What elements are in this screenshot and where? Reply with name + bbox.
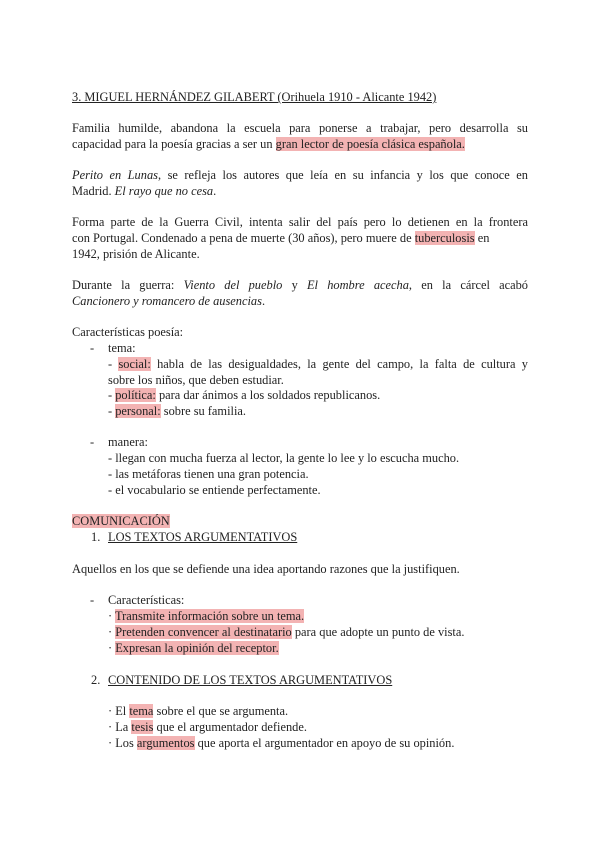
text: , se refleja los autores que leía en su infancia y los que conoce en [157, 168, 528, 182]
text: para que adopte un punto de vista. [291, 625, 465, 639]
text: . [261, 294, 266, 308]
highlight: social: [118, 357, 151, 371]
item-1-title: LOS TEXTOS ARGUMENTATIVOS [108, 530, 298, 544]
book-title: El rayo que no cesa [114, 184, 214, 198]
text: - [108, 388, 116, 402]
highlight: tuberculosis [414, 231, 475, 245]
paragraph-2-line-1 [72, 167, 528, 183]
characteristic-1 [108, 608, 304, 624]
highlight: tesis [131, 720, 154, 734]
paragraph-4-line-2 [72, 293, 265, 309]
book-title: Perito en Lunas [72, 168, 158, 182]
text: habla de las desigualdades, la gente del campo, la falta de cultura y [150, 357, 528, 371]
characteristics-heading: Características poesía: [72, 325, 184, 339]
book-title: Cancionero y romancero de ausencias [72, 294, 262, 308]
tema-line-1 [108, 356, 528, 372]
text: , en la cárcel acabó [408, 278, 528, 292]
highlight: COMUNICACIÓN [72, 514, 170, 528]
highlight: política: [115, 388, 156, 402]
item-1-number: 1. [91, 530, 101, 544]
text: sobre el que se argumenta. [153, 704, 289, 718]
highlight: gran lector de poesía clásica española. [275, 137, 465, 151]
text: Madrid. [72, 184, 115, 198]
content-2 [108, 719, 307, 735]
characteristics-label: Características: [108, 593, 185, 607]
paragraph-3-line-2 [72, 230, 489, 246]
text: que aporta el argumentador en apoyo de su opinión. [194, 736, 455, 750]
manera-line-1: - llegan con mucha fuerza al lector, la gente lo lee y lo escucha mucho. [108, 451, 460, 465]
book-title: Viento del pueblo [183, 278, 283, 292]
manera-line-3: - el vocabulario se entiende perfectamente. [108, 483, 321, 497]
text: en [474, 231, 490, 245]
text: · El [108, 704, 130, 718]
highlight: Expresan la opinión del receptor. [115, 641, 279, 655]
bullet: · [108, 641, 116, 655]
tema-line-4 [108, 403, 246, 419]
text: - [108, 357, 119, 371]
book-title: El hombre acecha [306, 278, 409, 292]
text: capacidad para la poesía gracias a ser un [72, 137, 276, 151]
text: · La [108, 720, 132, 734]
paragraph-1-line-2 [72, 136, 465, 152]
tema-line-2: sobre los niños, que deben estudiar. [108, 373, 284, 387]
text: que el argumentador defiende. [153, 720, 307, 734]
paragraph-2-line-2 [72, 183, 216, 199]
paragraph-4-line-1 [72, 277, 528, 293]
text: . [213, 184, 217, 198]
characteristic-3 [108, 640, 279, 656]
item-2-title: CONTENIDO DE LOS TEXTOS ARGUMENTATIVOS [108, 673, 393, 687]
paragraph-1-line-1: Familia humilde, abandona la escuela para ponerse a trabajar, pero desarrolla su [72, 121, 528, 135]
definition: Aquellos en los que se defiende una idea aportando razones que la justifiquen. [72, 562, 460, 576]
manera-label: manera: [108, 435, 148, 449]
bullet: · [108, 625, 116, 639]
text: y [282, 278, 307, 292]
highlight: Pretenden convencer al destinatario [115, 625, 292, 639]
text: Durante la guerra: [72, 278, 184, 292]
highlight: Transmite información sobre un tema. [115, 609, 305, 623]
section-title: 3. MIGUEL HERNÁNDEZ GILABERT (Orihuela 1910 - Alicante 1942) [72, 90, 437, 104]
text: sobre su familia. [160, 404, 246, 418]
paragraph-3-line-3: 1942, prisión de Alicante. [72, 247, 200, 261]
highlight: tema [129, 704, 154, 718]
highlight: personal: [115, 404, 161, 418]
list-dash: - [90, 593, 95, 607]
paragraph-3-line-1: Forma parte de la Guerra Civil, intenta salir del país pero lo detienen en la frontera [72, 215, 528, 229]
text: - [108, 404, 116, 418]
highlight: argumentos [136, 736, 195, 750]
manera-line-2: - las metáforas tienen una gran potencia. [108, 467, 309, 481]
characteristic-2 [108, 624, 464, 640]
communication-heading [72, 513, 170, 529]
content-3 [108, 735, 454, 751]
item-2-number: 2. [91, 673, 101, 687]
text: con Portugal. Condenado a pena de muerte (30 años), pero muere de [72, 231, 415, 245]
content-1 [108, 703, 288, 719]
tema-line-3 [108, 387, 380, 403]
text: para dar ánimos a los soldados republicanos. [155, 388, 381, 402]
bullet: · [108, 609, 115, 623]
list-dash: - [90, 435, 95, 449]
text: · Los [108, 736, 137, 750]
list-dash: - [90, 341, 95, 355]
tema-label: tema: [108, 341, 136, 355]
